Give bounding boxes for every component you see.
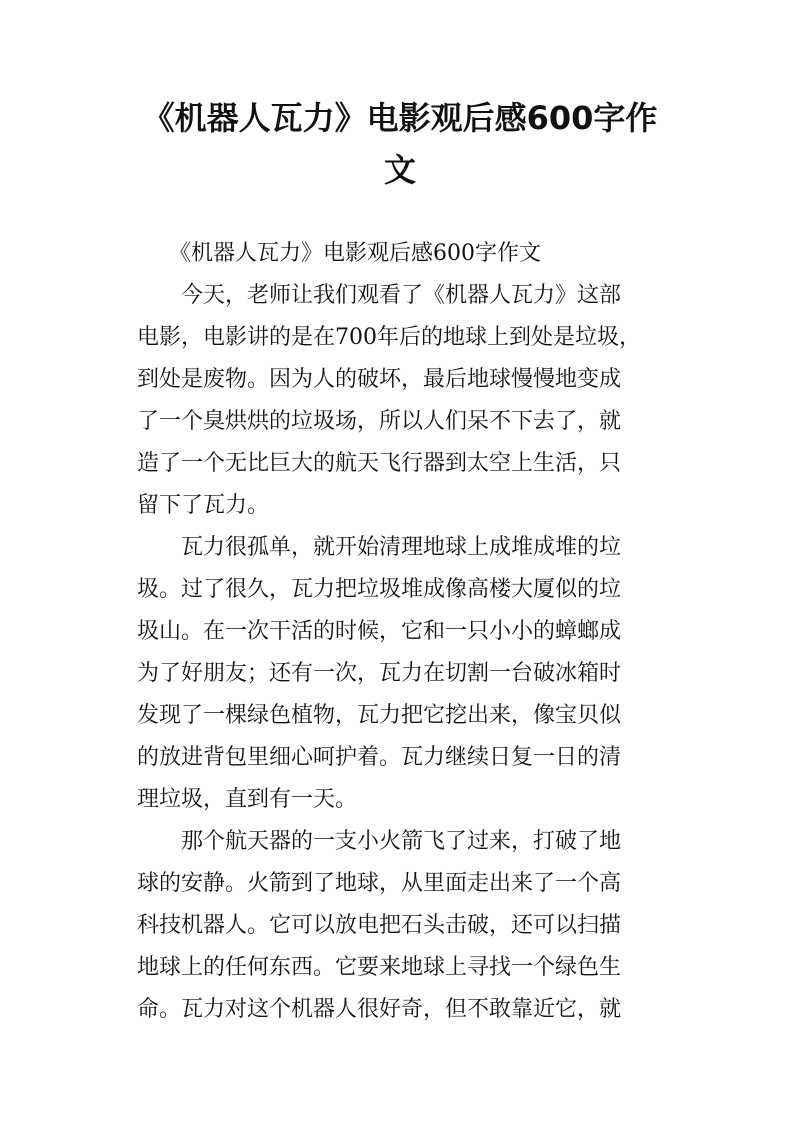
body-line: 造了一个无比巨大的航天飞行器到太空上生活，只 bbox=[137, 451, 622, 476]
body-line: 命。瓦力对这个机器人很好奇，但不敢靠近它，就 bbox=[137, 997, 622, 1022]
document-title bbox=[120, 92, 680, 196]
body-line: 圾山。在一次干活的时候，它和一只小小的蟑螂成 bbox=[137, 619, 622, 644]
body-line: 今天，老师让我们观看了《机器人瓦力》这部 bbox=[181, 283, 622, 308]
body-line: 科技机器人。它可以放电把石头击破，还可以扫描 bbox=[137, 913, 622, 938]
body-line: 为了好朋友；还有一次，瓦力在切割一台破冰箱时 bbox=[137, 661, 622, 686]
subtitle-line: 《机器人瓦力》电影观后感600字作文 bbox=[169, 241, 541, 266]
body-line: 留下了瓦力。 bbox=[137, 493, 270, 518]
title-line-1: 《机器人瓦力》电影观后感600字作 bbox=[142, 99, 658, 137]
title-line-2: 文 bbox=[383, 151, 416, 189]
body-line: 地球上的任何东西。它要来地球上寻找一个绿色生 bbox=[137, 955, 622, 980]
body-line: 到处是废物。因为人的破坏，最后地球慢慢地变成 bbox=[137, 367, 622, 392]
body-line: 了一个臭烘烘的垃圾场，所以人们呆不下去了，就 bbox=[137, 409, 622, 434]
body-line: 圾。过了很久，瓦力把垃圾堆成像高楼大厦似的垃 bbox=[137, 577, 622, 602]
body-line: 球的安静。火箭到了地球，从里面走出来了一个高 bbox=[137, 871, 622, 896]
body-line: 发现了一棵绿色植物，瓦力把它挖出来，像宝贝似 bbox=[137, 703, 622, 728]
body-line: 瓦力很孤单，就开始清理地球上成堆成堆的垃 bbox=[181, 535, 622, 560]
body-line: 理垃圾，直到有一天。 bbox=[137, 787, 358, 812]
body-line: 电影，电影讲的是在700年后的地球上到处是垃圾， bbox=[137, 325, 641, 350]
body-line: 的放进背包里细心呵护着。瓦力继续日复一日的清 bbox=[137, 745, 622, 770]
body-line: 那个航天器的一支小火箭飞了过来，打破了地 bbox=[181, 829, 622, 854]
